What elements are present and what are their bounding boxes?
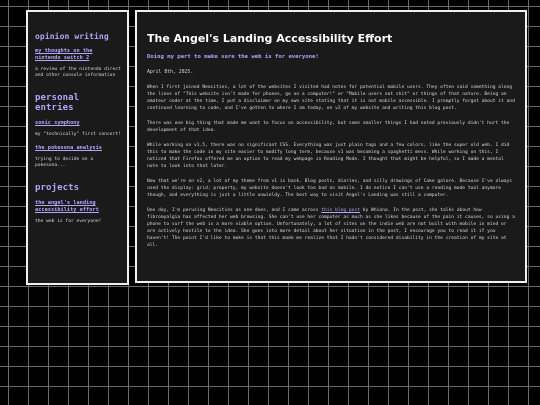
paragraph-text: One day, I'm perusing Neocities as one does, and I came across: [147, 208, 322, 213]
article-paragraph: While working on v1.5, there was no significant CSS. Everything was just plain tags and a few colors, like the super old web. I did this to make the code in my site easier to modify long term, because v1 was becoming a spaghetti mess. While working on this, I noticed that Firefox offered me an option to read my webpage in Reading Mode. I thought that might be helpful, so I made a mental note to look into that later.: [147, 143, 510, 169]
article-paragraph: [147, 207, 515, 249]
sidebar-link-pokesona-analysis[interactable]: the pokesona analysis: [35, 144, 102, 151]
sidebar-desc-accessibility-effort: the web is for everyone!: [35, 219, 102, 225]
blog-post-link[interactable]: this blog post: [321, 208, 360, 213]
article-subtitle: Doing my part to make sure the web is for everyone!: [147, 54, 319, 60]
projects-heading: projects: [35, 183, 80, 194]
sidebar-desc-pokesona-analysis: trying to decide on a pokesona...: [35, 156, 94, 168]
paragraph-text: by Whiona. In the post, she talks about how fibromyalgia has affected her web browsing. She can't use her computer as much as she likes because of the pain it causes, so using a phone to surf the web is a more viable option. Unfortunately, a lot of sites on the indie web are not built with mobile in mind or are actively hostile to the idea. She goes into more detail about her situation in the post, I encourage you to read it if you haven't! The point I'd like to make is that this made me realize that I hadn't considered disability in the creation of my site at all.: [147, 208, 515, 248]
article-date: April 8th, 2025.: [147, 70, 194, 75]
sidebar-desc-switch-2: a review of the nintendo direct and other console information: [35, 67, 121, 79]
personal-entries-heading: personal entries: [35, 93, 80, 114]
sidebar-link-sonic-symphony[interactable]: sonic symphony: [35, 120, 80, 127]
sidebar: [26, 10, 129, 285]
sidebar-link-accessibility-effort[interactable]: the angel's landing accessibility effort: [35, 200, 99, 214]
article-paragraph: Now that we're on v2, a lot of my theme from v1 is back. Blog posts, diaries, and silly drawings of Cake galore. Because I've always used the display: grid; property, my website doesn't look too bad on mobile. I do notice I can't use a reading mode tool anymore though, and everything is just a little unwieldy. The best way to visit Angel's Landing was still a computer.: [147, 179, 513, 198]
opinion-writing-heading: opinion writing: [35, 32, 109, 41]
sidebar-link-switch-2[interactable]: my thoughts on the nintendo switch 2: [35, 48, 93, 61]
sidebar-desc-sonic-symphony: my "technically" first concert!: [35, 132, 121, 138]
page-title: The Angel's Landing Accessibility Effort: [147, 32, 393, 45]
article-panel: [135, 10, 527, 283]
article-paragraph: When I first joined Neocities, a lot of the websites I visited had notes for potential mobile users. They often said something along the lines of "This website isn't made for phones, go on a computer!" or "Mobile users eat shit" or things of that nature. Being an amateur coder at the time, I put a disclaimer on my own site stating that it is not mobile accessible. I promptly forgot about it and continued learning to code, and I've gotten to where I am today, on v2 of my website and writing this blog post.: [147, 85, 515, 111]
article-paragraph: There was one big thing that made me want to focus on accessibility, but some smaller things I had noted previously didn't hurt the development of that idea.: [147, 121, 510, 133]
